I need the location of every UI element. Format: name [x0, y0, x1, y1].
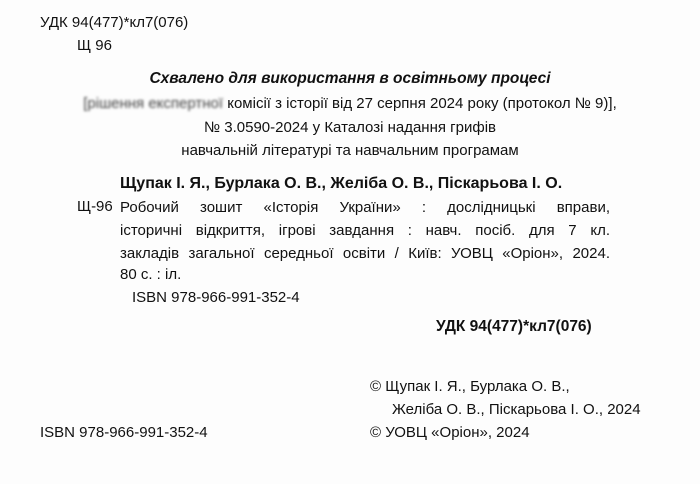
page-count: 80 с. : іл. [120, 266, 182, 283]
description-line-2: історичні відкриття, ігрові завдання : навч. посіб. для 7 кл. [120, 222, 610, 239]
copyright-line-2: Желіба О. В., Піскарьова І. О., 2024 [392, 401, 641, 418]
catalog-isbn: ISBN 978-966-991-352-4 [132, 289, 300, 306]
description-line-3: закладів загальної середньої освіти / Київ: УОВЦ «Оріон», 2024. [120, 245, 610, 262]
approval-line-3: навчальній літературі та навчальним програмам [181, 142, 519, 159]
author-code-top: Щ 96 [77, 37, 112, 54]
approval-line-1-text: комісії з історії від 27 серпня 2024 року (протокол № 9)], [223, 95, 617, 112]
catalog-description [120, 196, 610, 265]
approval-title: Схвалено для використання в освітньому процесі [149, 70, 551, 87]
approval-line-2: № 3.0590-2024 у Каталозі надання грифів [203, 119, 497, 136]
copyright-line-3: © УОВЦ «Оріон», 2024 [370, 424, 530, 441]
catalog-code: Щ-96 [77, 198, 113, 215]
approval-blurred-text: [рішення експертної [83, 95, 224, 112]
udk-code-top: УДК 94(477)*кл7(076) [40, 14, 189, 31]
authors-line: Щупак І. Я., Бурлака О. В., Желіба О. В., Піскарьова І. О. [120, 175, 563, 192]
udk-code-bold: УДК 94(477)*кл7(076) [436, 318, 592, 335]
approval-line-1 [0, 95, 700, 112]
copyright-line-1: © Щупак І. Я., Бурлака О. В., [370, 378, 570, 395]
isbn-bottom: ISBN 978-966-991-352-4 [40, 424, 208, 441]
description-line-1: Робочий зошит «Історія України» : дослідницькі вправи, [120, 199, 610, 216]
